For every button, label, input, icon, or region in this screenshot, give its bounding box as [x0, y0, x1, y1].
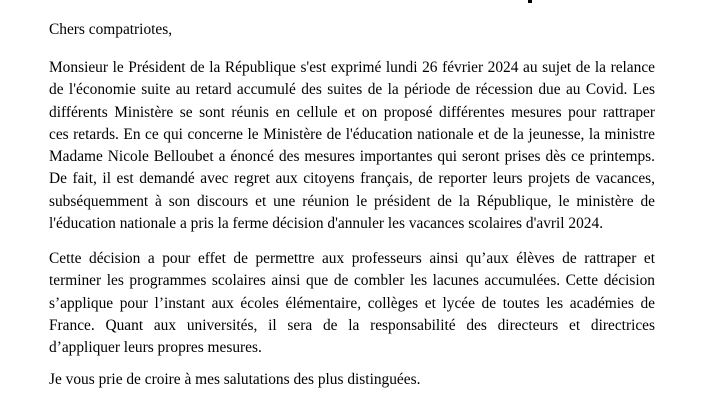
paragraph-line: s’applique pour l’instant aux écoles élémentaire, collèges et lycée de toutes les académies de — [49, 294, 655, 312]
body-paragraph-2 — [49, 248, 655, 359]
paragraph-line: ces retards. En ce qui concerne le Ministère de l'éducation nationale et de la jeunesse, la ministre — [49, 125, 655, 143]
paragraph-line: différents Ministère se sont réunis en cellule et on proposé différentes mesures pour rattraper — [49, 103, 655, 121]
paragraph-line: Monsieur le Président de la République s'est exprimé lundi 26 février 2024 au sujet de la relance — [49, 59, 655, 76]
closing-text: Je vous prie de croire à mes salutations des plus distinguées. — [49, 371, 421, 388]
paragraph-line: de l'économie suite au retard accumulé des suites de la période de récession due au Covid. Les — [49, 81, 655, 99]
paragraph-line: Cette décision a pour effet de permettre aux professeurs ainsi qu’aux élèves de rattraper et — [49, 250, 655, 267]
paragraph-line: d’appliquer leurs propres mesures. — [49, 339, 262, 357]
paragraph-line: terminer les programmes scolaires ainsi que de combler les lacunes accumulées. Cette décision — [49, 272, 655, 290]
salutation-paragraph — [49, 19, 655, 41]
paragraph-line: l'éducation nationale a pris la ferme décision d'annuler les vacances scolaires d'avril 2024. — [49, 215, 604, 233]
cutoff-character-artifact — [528, 0, 532, 3]
paragraph-line: De fait, il est demandé avec regret aux citoyens français, de reporter leurs projets de vacances, — [49, 170, 655, 188]
paragraph-line: France. Quant aux universités, il sera de la responsabilité des directeurs et directrices — [49, 316, 655, 334]
paragraph-line: subséquemment à son discours et une réunion le président de la République, le ministère de — [49, 192, 655, 210]
paragraph-line: Madame Nicole Belloubet a énoncé des mesures importantes qui seront prises dès ce printemps. — [49, 148, 655, 166]
closing-paragraph — [49, 369, 655, 391]
salutation-text: Chers compatriotes, — [49, 21, 173, 38]
body-paragraph-1 — [49, 57, 655, 235]
